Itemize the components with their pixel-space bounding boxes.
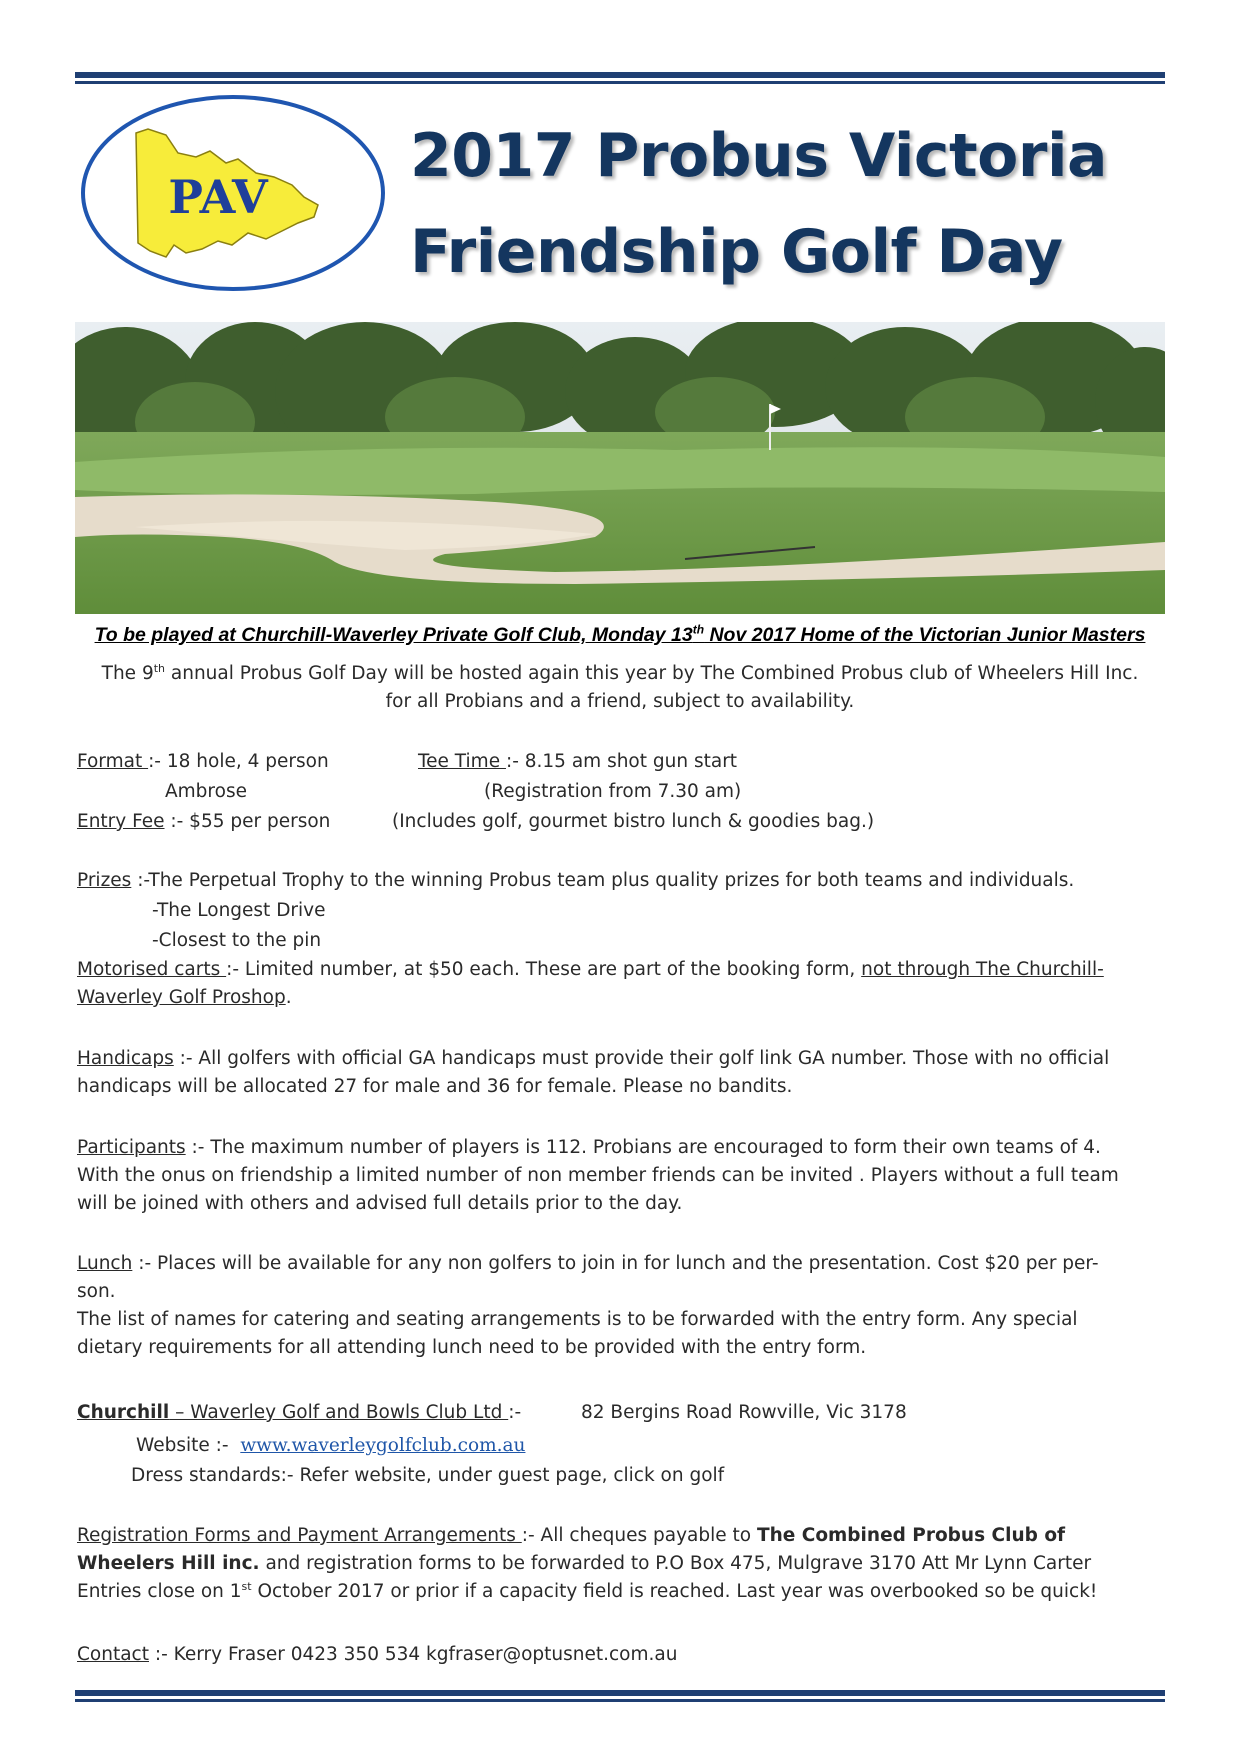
prize-item: -The Longest Drive [152, 900, 326, 921]
entry-fee-section: Entry Fee :- $55 per person [77, 811, 331, 832]
title-line-2: Friendship Golf Day [410, 217, 1063, 287]
format-label: Format [77, 751, 149, 772]
carts-label: Motorised carts [77, 959, 227, 980]
lunch-section: Lunch :- Places will be available for any non golfers to join in for lunch and the presentation. Cost $20 per per- son. The list of names for catering and seating arrangements is to be forwarded with the entry form. Any special dietary requirements for all attending lunch need to be provided with the entry form. [77, 1253, 1099, 1358]
prizes-label: Prizes [77, 870, 132, 891]
lunch-label: Lunch [77, 1253, 133, 1274]
bottom-rule [75, 1690, 1165, 1702]
website-row: Website :- www.waverleygolfclub.com.au [136, 1435, 526, 1456]
intro-text: The 9th annual Probus Golf Day will be hosted again this year by The Combined Probus club of Wheelers Hill Inc. for all Probians and a friend, subject to availability. [101, 661, 1139, 712]
format-section: Format :- 18 hole, 4 person [77, 751, 329, 772]
tee-time-label: Tee Time [418, 751, 506, 772]
logo-text: PAV [168, 170, 268, 224]
handicaps-label: Handicaps [77, 1048, 174, 1069]
golf-course-photo [75, 322, 1165, 614]
carts-section: Motorised carts :- Limited number, at $50 each. These are part of the booking form, not through The Churchill- Waverley Golf Proshop. [77, 959, 1104, 1008]
prizes-section: Prizes :-The Perpetual Trophy to the winning Probus team plus quality prizes for both teams and individuals. [77, 870, 1075, 891]
website-link[interactable]: www.waverleygolfclub.com.au [240, 1435, 526, 1456]
venue-heading: To be played at Churchill-Waverley Private Golf Club, Monday 13th Nov 2017 Home of the Victorian Junior Masters [94, 622, 1146, 646]
club-name: Churchill – Waverley Golf and Bowls Club Ltd :- [77, 1402, 522, 1423]
entry-fee-label: Entry Fee [77, 811, 165, 832]
title-line-1: 2017 Probus Victoria [410, 121, 1107, 191]
entry-fee-includes: (Includes golf, gourmet bistro lunch & goodies bag.) [392, 811, 875, 832]
prize-item: -Closest to the pin [152, 930, 322, 951]
participants-section: Participants :- The maximum number of players is 112. Probians are encouraged to form their own teams of 4. With the onus on friendship a limited number of non member friends can be invited . Players without a full team will be joined with others and advised full details prior to the day. [77, 1137, 1119, 1214]
registration-label: Registration Forms and Payment Arrangements [77, 1525, 522, 1546]
top-rule [75, 72, 1165, 84]
dress-standards: Dress standards:- Refer website, under guest page, click on golf [131, 1465, 725, 1486]
registration-section: Registration Forms and Payment Arrangements :- All cheques payable to The Combined Probus Club of Wheelers Hill inc. and registration forms to be forwarded to P.O Box 475, Mulgrave 3170 Att Mr Lynn Carter Entries close on 1st October 2017 or prior if a capacity field is reached. Last year was overbooked so be quick! [77, 1525, 1098, 1602]
page-title [410, 108, 1107, 300]
contact-label: Contact [77, 1644, 149, 1665]
handicaps-section: Handicaps :- All golfers with official GA handicaps must provide their golf link GA number. Those with no official handicaps will be allocated 27 for male and 36 for female. Please no bandits. [77, 1048, 1110, 1097]
participants-label: Participants [77, 1137, 186, 1158]
format-value-2: Ambrose [165, 781, 247, 802]
contact-section: Contact :- Kerry Fraser 0423 350 534 kgfraser@optusnet.com.au [77, 1644, 678, 1665]
club-address: 82 Bergins Road Rowville, Vic 3178 [581, 1402, 907, 1423]
pav-logo [78, 93, 388, 293]
tee-time-section: Tee Time :- 8.15 am shot gun start [418, 751, 738, 772]
tee-time-value-2: (Registration from 7.30 am) [484, 781, 742, 802]
